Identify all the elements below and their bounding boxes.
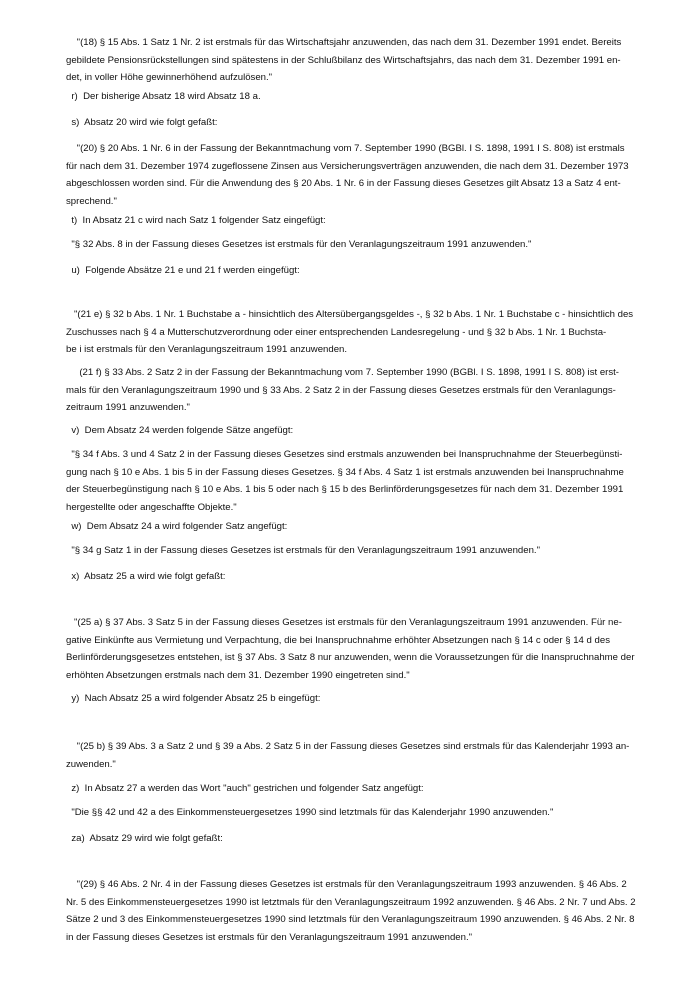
list-item-t: t) In Absatz 21 c wird nach Satz 1 folgender Satz eingefügt: [66, 215, 326, 226]
list-item-u: u) Folgende Absätze 21 e und 21 f werden eingefügt: [66, 265, 300, 276]
quoted-sentence-34g: "§ 34 g Satz 1 in der Fassung dieses Gesetzes ist erstmals für den Veranlagungszeitraum 1991 anzuwenden." [66, 545, 540, 556]
paragraph-25a: "(25 a) § 37 Abs. 3 Satz 5 in der Fassung dieses Gesetzes ist erstmals für den Veranlagungszeitraum 1991 anzuwenden. Für ne- gative Einkünfte aus Vermietung und Verpachtung, die bei Inanspruchnahme erhöhter Absetzungen nach § 14 c oder § 14 d des Berlinförderungsgesetzes entstehen, ist § 37 Abs. 3 Satz 8 nur anzuwenden, wenn die Voraussetzungen für die Inanspruchnahme der erhöhten Absetzungen erstmals nach dem 31. Dezember 1990 eingetreten sind." [66, 617, 635, 681]
list-item-x: x) Absatz 25 a wird wie folgt gefaßt: [66, 571, 226, 582]
paragraph-21f: (21 f) § 33 Abs. 2 Satz 2 in der Fassung der Bekanntmachung vom 7. September 1990 (BGBl. I S. 1898, 1991 I S. 808) ist erst- mals für den Veranlagungszeitraum 1990 und § 33 Abs. 2 Satz 2 in der Fassung dieses Gesetzes erstmals für den Veranlagungs- zeitraum 1991 anzuwenden." [66, 367, 620, 414]
list-item-y: y) Nach Absatz 25 a wird folgender Absatz 25 b eingefügt: [66, 693, 321, 704]
list-item-w: w) Dem Absatz 24 a wird folgender Satz angefügt: [66, 521, 288, 532]
paragraph-20: "(20) § 20 Abs. 1 Nr. 6 in der Fassung der Bekanntmachung vom 7. September 1990 (BGBl. I S. 1898, 1991 I S. 808) ist erstmals für nach dem 31. Dezember 1974 zugeflossene Zinsen aus Versicherungsverträgen anzuwenden, die nach dem 31. Dezember 1973 abgeschlossen worden sind. Für die Anwendung des § 20 Abs. 1 Nr. 6 in der Fassung dieses Gesetzes gilt Absatz 13 a Satz 4 ent- sprechend." [66, 143, 629, 207]
quoted-sentence-32: "§ 32 Abs. 8 in der Fassung dieses Gesetzes ist erstmals für den Veranlagungszeitraum 1991 anzuwenden." [66, 239, 532, 250]
list-item-v: v) Dem Absatz 24 werden folgende Sätze angefügt: [66, 425, 294, 436]
paragraph-29: "(29) § 46 Abs. 2 Nr. 4 in der Fassung dieses Gesetzes ist erstmals für den Veranlagungszeitraum 1993 anzuwenden. § 46 Abs. 2 Nr. 5 des Einkommensteuergesetzes 1990 ist letztmals für den Veranlagungszeitraum 1992 anzuwenden. § 46 Abs. 2 Nr. 7 und Abs. 2 Sätze 2 und 3 des Einkommensteuergesetzes 1990 sind letztmals für den Veranlagungszeitraum 1990 anzuwenden. § 46 Abs. 2 Nr. 8 in der Fassung dieses Gesetzes ist erstmals für den Veranlagungszeitraum 1991 anzuwenden." [66, 879, 639, 943]
paragraph-18: "(18) § 15 Abs. 1 Satz 1 Nr. 2 ist erstmals für das Wirtschaftsjahr anzuwenden, das nach dem 31. Dezember 1991 endet. Bereits gebildete Pensionsrückstellungen sind spätestens in der Schlußbilanz des Wirtschaftsjahrs, das nach dem 31. Dezember 1991 en- det, in voller Höhe gewinnerhöhend aufzulösen." [66, 37, 622, 84]
paragraph-21e: "(21 e) § 32 b Abs. 1 Nr. 1 Buchstabe a - hinsichtlich des Altersübergangsgeldes -, § 32 b Abs. 1 Nr. 1 Buchstabe c - hinsichtlich des Zuschusses nach § 4 a Mutterschutzverordnung oder einer entsprechenden Landesregelung - und § 32 b Abs. 1 Nr. 1 Buchsta- be i ist erstmals für den Veranlagungszeitraum 1991 anzuwenden. [66, 309, 634, 356]
quoted-sentences-34f: "§ 34 f Abs. 3 und 4 Satz 2 in der Fassung dieses Gesetzes sind erstmals anzuwenden bei Inanspruchnahme der Steuerbegünsti- gung nach § 10 e Abs. 1 bis 5 in der Fassung dieses Gesetzes. § 34 f Abs. 4 Satz 1 ist erstmals anzuwenden bei Inanspruchnahme der Steuerbegünstigung nach § 10 e Abs. 1 bis 5 oder nach § 15 b des Berlinförderungsgesetzes für nach dem 31. Dezember 1991 hergestellte oder angeschaffte Objekte." [66, 449, 624, 513]
list-item-s: s) Absatz 20 wird wie folgt gefaßt: [66, 117, 218, 128]
list-item-z: z) In Absatz 27 a werden das Wort "auch" gestrichen und folgender Satz angefügt: [66, 783, 424, 794]
list-item-r: r) Der bisherige Absatz 18 wird Absatz 18 a. [66, 91, 261, 102]
list-item-za: za) Absatz 29 wird wie folgt gefaßt: [66, 833, 223, 844]
quoted-sentence-42: "Die §§ 42 und 42 a des Einkommensteuergesetzes 1990 sind letztmals für das Kalenderjahr 1990 anzuwenden." [66, 807, 554, 818]
paragraph-25b: "(25 b) § 39 Abs. 3 a Satz 2 und § 39 a Abs. 2 Satz 5 in der Fassung dieses Gesetzes sind erstmals für das Kalenderjahr 1993 an- zuwenden." [66, 741, 630, 770]
